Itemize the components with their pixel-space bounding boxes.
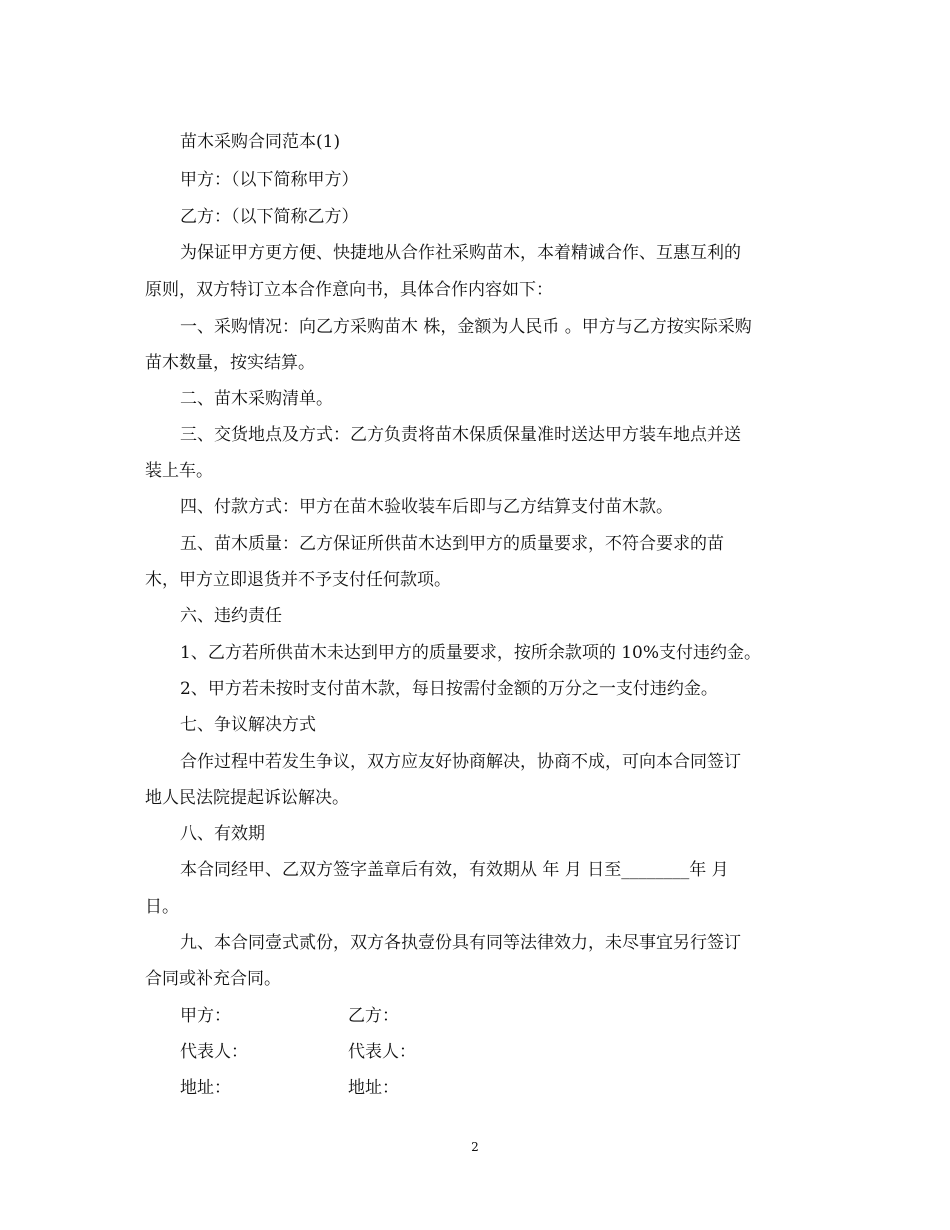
clause9-line-2: 合同或补充合同。 [145,969,281,989]
clause7-line-2: 地人民法院提起诉讼解决。 [145,788,349,808]
clause3-line-1: 三、交货地点及方式：乙方负责将苗木保质保量准时送达甲方装车地点并送 [180,425,741,445]
clause8-line-2: 日。 [145,897,179,917]
clause8-heading: 八、有效期 [180,824,265,844]
document-title: 苗木采购合同范本(1) [180,132,341,152]
clause8-line-1: 本合同经甲、乙双方签字盖章后有效，有效期从 年 月 日至________年 月 [180,860,729,880]
clause6-heading: 六、违约责任 [180,606,282,626]
intro-line-1: 为保证甲方更方便、快捷地从合作社采购苗木，本着精诚合作、互惠互利的 [180,243,741,263]
clause6-item-2: 2、甲方若未按时支付苗木款，每日按需付金额的万分之一支付违约金。 [180,679,718,699]
sig-party-b: 乙方： [348,1006,399,1026]
clause9-line-1: 九、本合同壹式贰份，双方各执壹份具有同等法律效力，未尽事宜另行签订 [180,933,741,953]
clause4-line: 四、付款方式：甲方在苗木验收装车后即与乙方结算支付苗木款。 [180,497,673,517]
intro-line-2: 原则，双方特订立本合作意向书，具体合作内容如下： [145,280,553,300]
clause7-heading: 七、争议解决方式 [180,715,316,735]
clause1-line-2: 苗木数量，按实结算。 [145,353,315,373]
clause3-line-2: 装上车。 [145,461,213,481]
clause5-line-2: 木，甲方立即退货并不予支付任何款项。 [145,570,451,590]
sig-representative-b: 代表人： [348,1042,416,1062]
clause6-item-1: 1、乙方若所供苗木未达到甲方的质量要求，按所余款项的 10%支付违约金。 [180,643,762,663]
clause5-line-1: 五、苗木质量：乙方保证所供苗木达到甲方的质量要求，不符合要求的苗 [180,534,724,554]
sig-party-a: 甲方： [180,1006,231,1026]
sig-representative-a: 代表人： [180,1042,248,1062]
clause7-line-1: 合作过程中若发生争议，双方应友好协商解决，协商不成，可向本合同签订 [180,752,741,772]
party-b-line: 乙方：（以下简称乙方） [180,207,359,227]
sig-address-b: 地址： [348,1078,399,1098]
sig-address-a: 地址： [180,1078,231,1098]
clause2-line: 二、苗木采购清单。 [180,389,333,409]
clause1-line-1: 一、采购情况：向乙方采购苗木 株，金额为人民币 。甲方与乙方按实际采购 [180,317,752,337]
page-number: 2 [471,1140,479,1154]
party-a-line: 甲方：（以下简称甲方） [180,170,359,190]
